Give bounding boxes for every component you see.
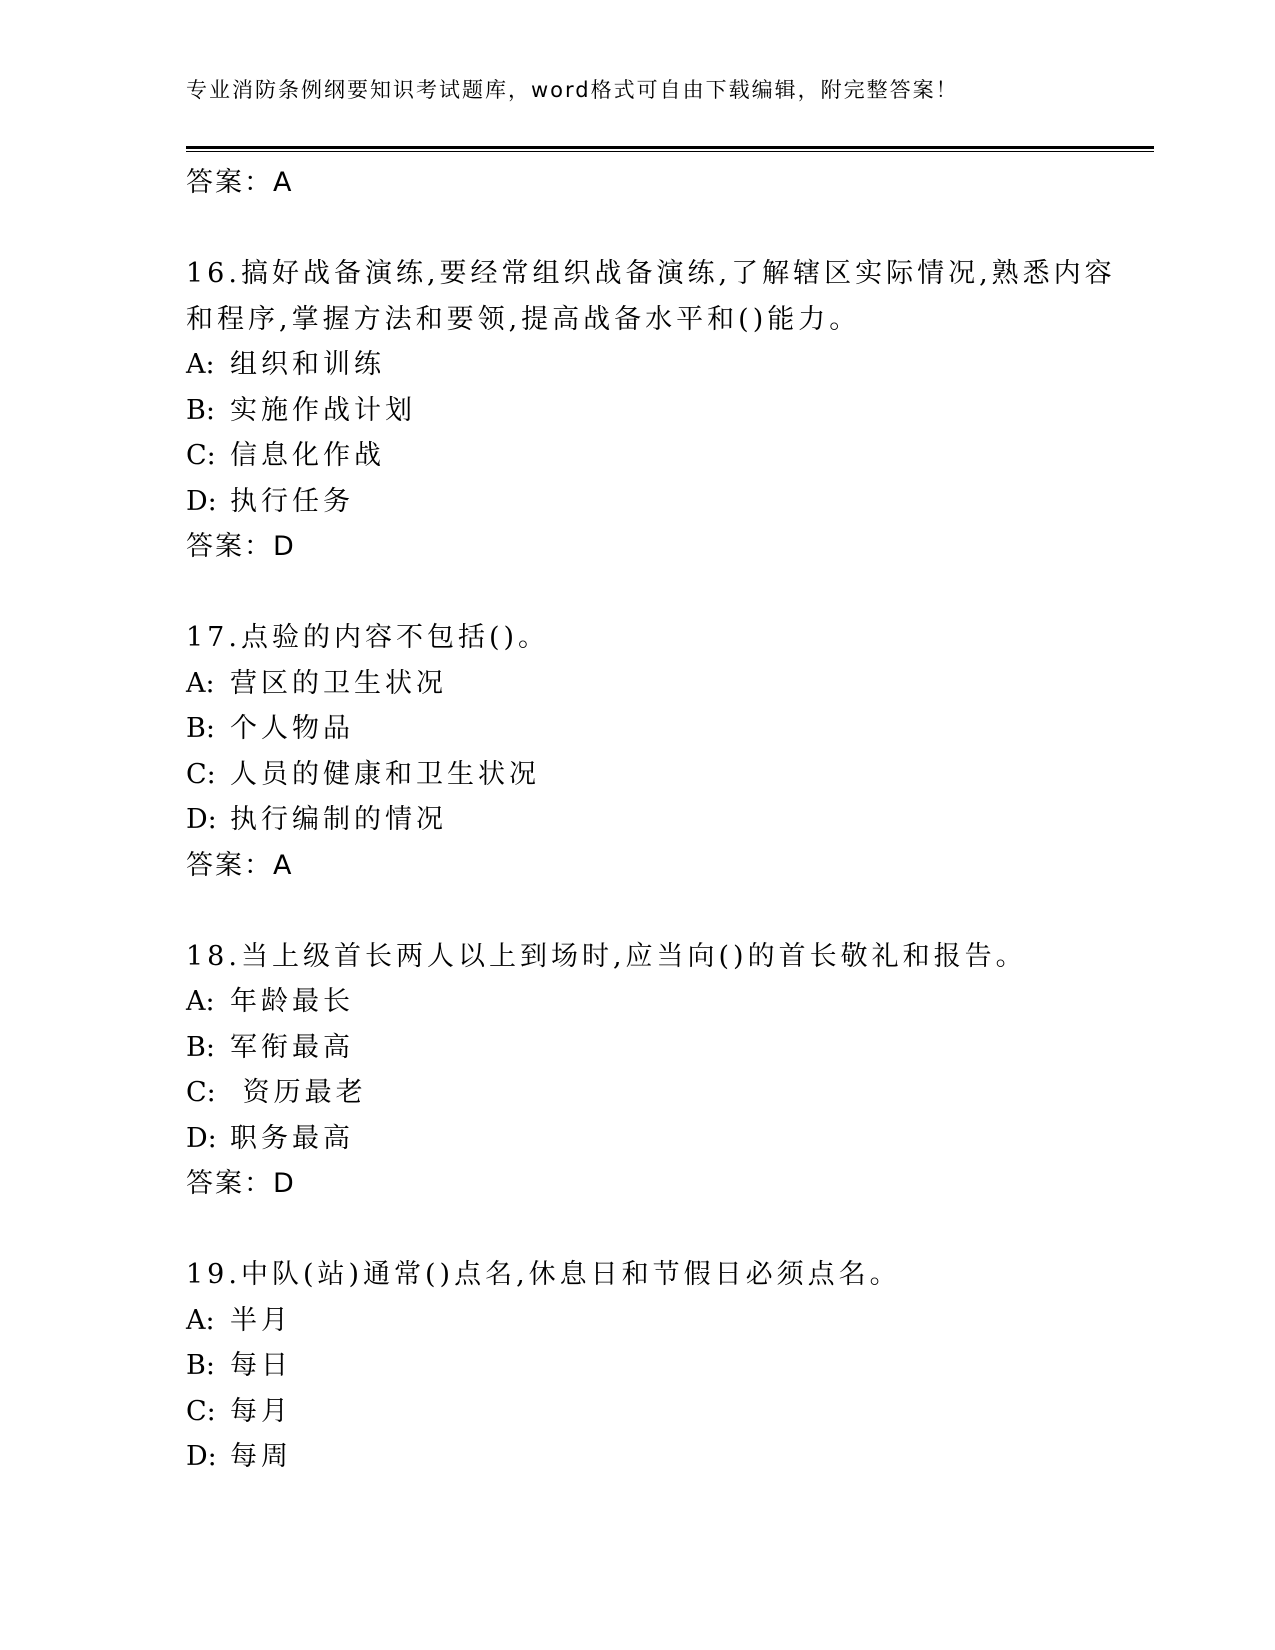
option-c <box>186 433 1154 479</box>
page-header: 专业消防条例纲要知识考试题库，word格式可自由下载编辑，附完整答案！ <box>186 78 959 102</box>
option-c <box>186 1389 1154 1435</box>
question-text: 19.中队(站)通常()点名,休息日和节假日必须点名。 <box>186 1259 901 1290</box>
option-text: 信息化作战 <box>230 440 385 471</box>
header-rule-thick <box>186 146 1154 149</box>
option-label: D: <box>186 804 217 835</box>
question-text: 和程序,掌握方法和要领,提高战备水平和()能力。 <box>186 303 861 335</box>
option-text: 执行任务 <box>230 485 354 517</box>
option-label: D: <box>186 1441 217 1472</box>
question-list <box>186 160 1154 1480</box>
question-text: 16.搞好战备演练,要经常组织战备演练,了解辖区实际情况,熟悉内容 <box>186 258 1116 289</box>
option-a <box>186 342 1154 388</box>
question-19 <box>186 1252 1154 1480</box>
question-text: 18.当上级首长两人以上到场时,应当向()的首长敬礼和报告。 <box>186 940 1027 972</box>
option-label: B: <box>186 394 215 426</box>
option-b <box>186 1343 1154 1389</box>
option-label: A: <box>186 667 215 699</box>
option-text: 年龄最长 <box>230 986 354 1017</box>
answer-value: D <box>273 531 296 562</box>
option-a <box>186 1298 1154 1344</box>
option-a <box>186 979 1154 1025</box>
option-text: 职务最高 <box>230 1122 354 1154</box>
answer-line <box>186 843 1154 889</box>
option-text: 每周 <box>230 1441 292 1472</box>
option-label: A: <box>186 349 215 380</box>
option-text: 营区的卫生状况 <box>230 667 447 699</box>
spacer <box>186 888 1154 934</box>
option-d <box>186 1116 1154 1162</box>
spacer <box>186 570 1154 616</box>
option-text: 组织和训练 <box>230 349 385 380</box>
option-b <box>186 1025 1154 1071</box>
header-rule <box>186 146 1154 152</box>
option-label: D: <box>186 1122 217 1154</box>
option-label: A: <box>186 1304 215 1336</box>
spacer <box>186 1207 1154 1253</box>
answer-value: A <box>273 167 294 198</box>
answer-prefix: 答案： <box>186 167 273 198</box>
option-label: D: <box>186 485 217 517</box>
header-rule-thin <box>186 151 1154 152</box>
option-text: 每日 <box>230 1350 292 1381</box>
answer-value: D <box>273 1168 296 1199</box>
option-text: 资历最老 <box>230 1077 367 1108</box>
option-text: 军衔最高 <box>230 1031 354 1063</box>
question-16 <box>186 251 1154 570</box>
option-text: 个人物品 <box>230 713 354 744</box>
option-d <box>186 479 1154 525</box>
answer-value: A <box>273 849 294 881</box>
option-label: A: <box>186 986 215 1017</box>
option-d <box>186 1434 1154 1480</box>
question-text: 17.点验的内容不包括()。 <box>186 622 550 653</box>
option-a <box>186 661 1154 707</box>
spacer <box>186 206 1154 252</box>
answer-prefix: 答案： <box>186 1168 273 1199</box>
option-label: B: <box>186 713 215 744</box>
option-label: C: <box>186 758 216 790</box>
option-b <box>186 388 1154 434</box>
answer-prefix: 答案： <box>186 531 273 562</box>
option-c <box>186 752 1154 798</box>
option-label: C: <box>186 440 216 471</box>
option-label: B: <box>186 1031 215 1063</box>
option-text: 实施作战计划 <box>230 394 416 426</box>
question-18 <box>186 934 1154 1207</box>
answer-line <box>186 524 1154 570</box>
answer-line <box>186 160 1154 206</box>
option-label: C: <box>186 1395 216 1427</box>
option-d <box>186 797 1154 843</box>
answer-prefix: 答案： <box>186 849 273 881</box>
option-text: 执行编制的情况 <box>230 804 447 835</box>
option-label: B: <box>186 1350 215 1381</box>
option-text: 人员的健康和卫生状况 <box>230 758 540 790</box>
option-text: 半月 <box>230 1304 292 1336</box>
option-b <box>186 706 1154 752</box>
option-c <box>186 1070 1154 1116</box>
question-17 <box>186 615 1154 888</box>
option-label: C: <box>186 1077 216 1108</box>
option-text: 每月 <box>230 1395 292 1427</box>
answer-line <box>186 1161 1154 1207</box>
